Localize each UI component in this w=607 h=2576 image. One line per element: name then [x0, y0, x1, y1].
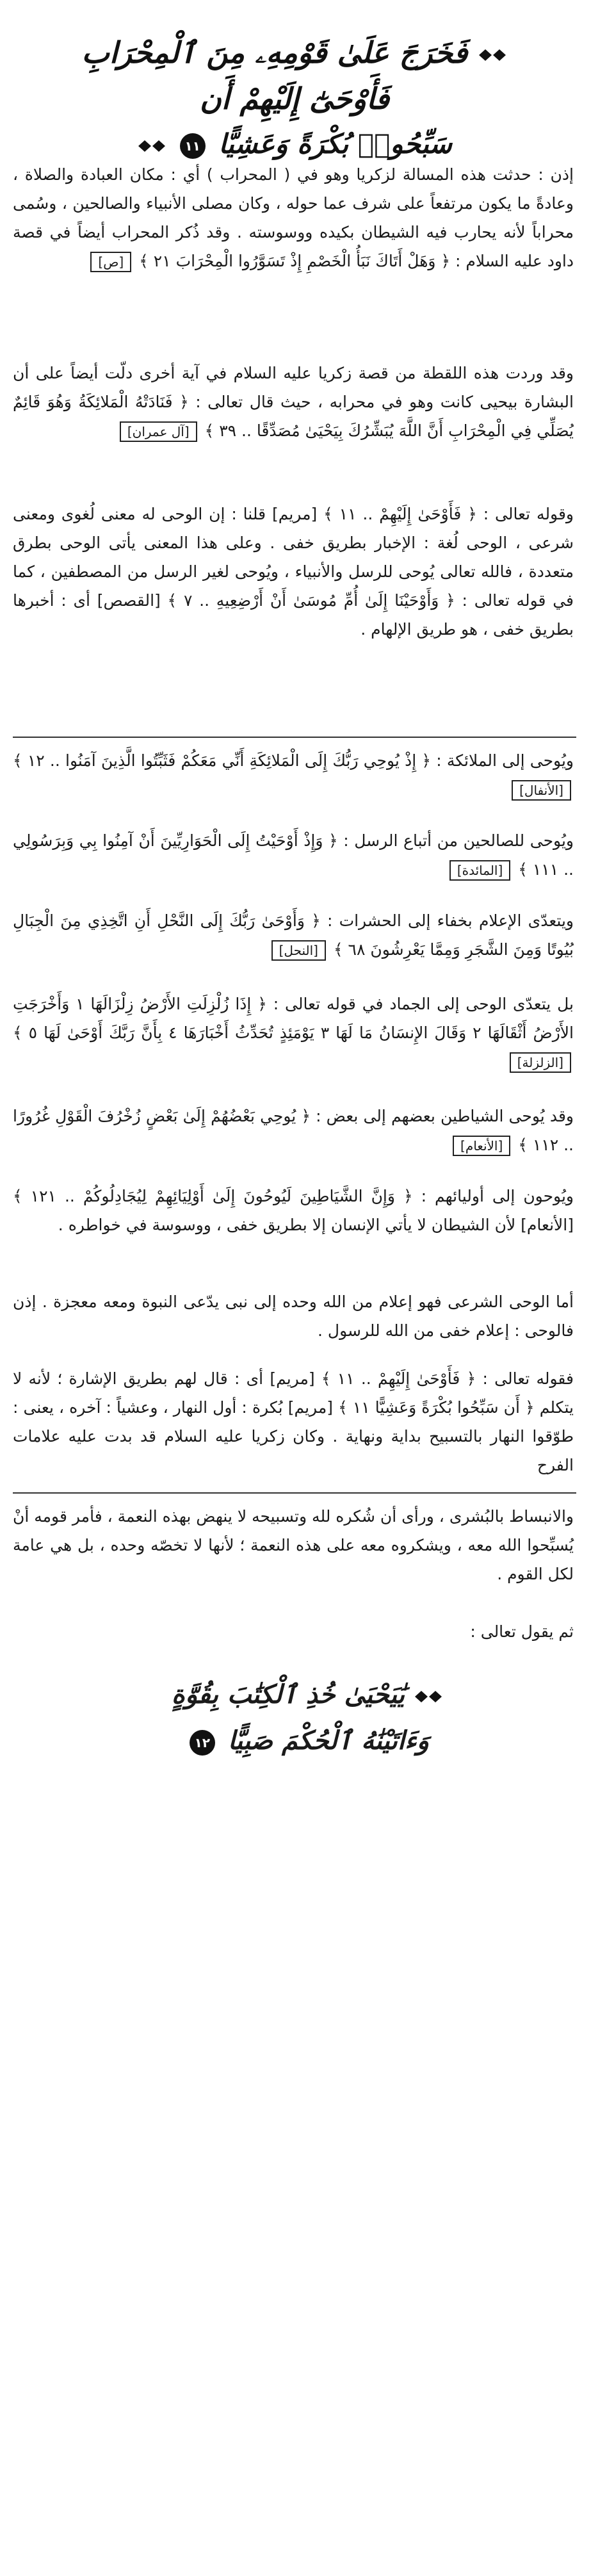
paragraph	[13, 500, 574, 644]
paragraph	[13, 359, 574, 445]
closing-verse-line-2	[147, 1718, 467, 1764]
ayah-number-badge: ١٢	[190, 1730, 215, 1756]
paragraph-text: بل يتعدّى الوحى إلى الجماد في قوله تعالى : ﴿ إِذَا زُلْزِلَتِ الأَرْضُ زِلْزَالَهَا ١ وَأَخْرَجَتِ الأَرْضُ أَثْقَالَهَا ٢ وَقَالَ الإِنسَانُ مَا لَهَا ٣ يَوْمَئِذٍ تُحَدِّثُ أَخْبَارَهَا ٤ بِأَنَّ رَبَّكَ أَوْحَىٰ لَهَا ٥ ﴾	[13, 995, 574, 1042]
paragraph-text: وقد وردت هذه اللقطة من قصة زكريا عليه السلام في آية أخرى دلّت أيضاً على أن البشارة بيحيى كانت وهو في محرابه ، حيث قال تعالى : ﴿ فَنَادَتْهُ الْمَلائِكَةُ وَهُوَ قَائِمٌ يُصَلِّي فِي الْمِحْرَابِ أَنَّ اللَّهَ يُبَشِّرُكَ بِيَحْيَىٰ مُصَدِّقًا .. ٣٩ ﴾	[13, 364, 574, 440]
paragraph-text: ثم يقول تعالى :	[470, 1622, 574, 1641]
surah-reference: [الأنعام]	[453, 1136, 510, 1156]
surah-reference: [النحل]	[271, 940, 326, 961]
closing-verse	[147, 1672, 467, 1774]
ornament-icon	[478, 47, 507, 63]
surah-reference: [الأنفال]	[512, 780, 571, 801]
section-divider	[13, 737, 576, 738]
paragraph	[13, 1182, 574, 1239]
paragraph-text: ويُوحى للصالحين من أتباع الرسل : ﴿ وَإِذْ أَوْحَيْتُ إِلَى الْحَوَارِيِّينَ أَنْ آمِنُوا بِي وَبِرَسُولِي .. ١١١ ﴾	[13, 831, 574, 879]
closing-verse-line-1	[147, 1672, 467, 1718]
ornament-icon	[414, 1688, 443, 1705]
verse-line-1	[70, 29, 519, 122]
closing-verse-line-1-text: يَٰيَحْيَىٰ خُذِ ٱلْكِتَٰبَ بِقُوَّةٍ	[172, 1679, 405, 1709]
surah-reference: [ص]	[90, 252, 131, 272]
paragraph	[13, 826, 574, 884]
paragraph	[13, 906, 574, 964]
paragraph	[13, 1502, 574, 1588]
paragraph	[13, 1617, 574, 1646]
ornament-icon	[137, 138, 166, 154]
verse-banner	[70, 29, 519, 159]
paragraph-text: ويُوحى إلى الملائكة : ﴿ إِذْ يُوحِي رَبُّكَ إِلَى الْمَلائِكَةِ أَنِّي مَعَكُمْ فَثَبِّتُوا الَّذِينَ آمَنُوا .. ١٢ ﴾	[13, 751, 574, 770]
paragraph	[13, 1287, 574, 1345]
paragraph	[13, 1102, 574, 1159]
paragraph	[13, 1364, 574, 1480]
verse-line-1-text: فَخَرَجَ عَلَىٰ قَوْمِهِۦ مِنَ ٱلْمِحْرَابِ فَأَوْحَىٰٓ إِلَيْهِمْ أَن	[81, 35, 468, 116]
paragraph-text: وقوله تعالى : ﴿ فَأَوْحَىٰ إِلَيْهِمْ .. ١١ ﴾ [مريم] قلنا : إن الوحى له معنى لُغوى ومعنى شرعى ، الوحى لُغة : الإخبار بطريق خفى . وعلى هذا المعنى يأتى الوحى بطرق متعددة ، فالله تعالى يُوحى للرسل والأنبياء ، ويُوحى لغير الرسل من المصطفين ، كما في قوله تعالى : ﴿ وَأَوْحَيْنَا إِلَىٰ أُمِّ مُوسَىٰ أَنْ أَرْضِعِيهِ .. ٧ ﴾ [القصص] أى : أخبرها بطريق خفى ، هو طريق الإلهام .	[13, 505, 574, 639]
ayah-number-badge: ١١	[180, 133, 206, 159]
paragraph-text: ويتعدّى الإعلام بخفاء إلى الحشرات : ﴿ وَأَوْحَىٰ رَبُّكَ إِلَى النَّحْلِ أَنِ اتَّخِذِي مِنَ الْجِبَالِ بُيُوتًا وَمِنَ الشَّجَرِ وَمِمَّا يَعْرِشُونَ ٦٨ ﴾	[13, 911, 574, 959]
section-divider	[13, 1492, 576, 1494]
paragraph-text: فقوله تعالى : ﴿ فَأَوْحَىٰ إِلَيْهِمْ .. ١١ ﴾ [مريم] أى : قال لهم بطريق الإشارة ؛ لأنه لا يتكلم ﴿ أَن سَبِّحُوا بُكْرَةً وَعَشِيًّا ١١ ﴾ [مريم] بُكرة : أول النهار ، وعشياً : آخره ، يعنى : طوّقوا النهار بالتسبيح بداية ونهاية . وكان زكريا عليه السلام قد بدت عليه علامات الفرح	[13, 1369, 574, 1474]
paragraph-text: والانبساط بالبُشرى ، ورأى أن شُكره لله وتسبيحه لا ينهض بهذه النعمة ، فأمر قومه أنْ يُسبِّحوا الله معه ، ويشكروه معه على هذه النعمة ؛ لأنها لا تخصّه وحده ، بل هي عامة لكل القوم .	[13, 1507, 574, 1583]
surah-reference: [المائدة]	[449, 860, 510, 881]
paragraph	[13, 160, 574, 275]
paragraph	[13, 990, 574, 1076]
paragraph-text: ويُوحون إلى أوليائهم : ﴿ وَإِنَّ الشَّيَاطِينَ لَيُوحُونَ إِلَىٰ أَوْلِيَائِهِمْ لِيُجَادِلُوكُمْ .. ١٢١ ﴾ [الأنعام] لأن الشيطان لا يأتي الإنسان إلا بطريق خفى ، ووسوسة في خواطره .	[13, 1187, 574, 1234]
verse-line-2-text: سَبِّحُوا۟ بُكْرَةً وَعَشِيًّا	[218, 128, 452, 159]
surah-reference: [الزلزلة]	[510, 1052, 571, 1073]
closing-verse-line-2-text: وَءَاتَيْنَٰهُ ٱلْحُكْمَ صَبِيًّا	[227, 1725, 430, 1756]
surah-reference: [آل عمران]	[120, 421, 197, 442]
paragraph-text: وقد يُوحى الشياطين بعضهم إلى بعض : ﴿ يُوحِي بَعْضُهُمْ إِلَىٰ بَعْضٍ زُخْرُفَ الْقَوْلِ غُرُورًا .. ١١٢ ﴾	[13, 1107, 574, 1154]
paragraph	[13, 746, 574, 804]
paragraph-text: أما الوحى الشرعى فهو إعلام من الله وحده إلى نبى يدّعى النبوة ومعه معجزة . إذن فالوحى : إعلام خفى من الله للرسول .	[13, 1292, 574, 1340]
paragraph-text: إذن : حدثت هذه المسالة لزكريا وهو في ( المحراب ) أي : مكان العبادة والصلاة ، وعادةً ما يكون مرتفعاً على شرف عما حوله ، وكان مصلى الأنبياء والصالحين ، وسُمى محراباً لأنه يحارب فيه الشيطان بكيده ووسوسته . وقد ذُكر المحراب أيضاً في قصة داود عليه السلام : ﴿ وَهَلْ أَتَاكَ نَبَأُ الْخَصْمِ إِذْ تَسَوَّرُوا الْمِحْرَابَ ٢١ ﴾	[13, 165, 574, 270]
